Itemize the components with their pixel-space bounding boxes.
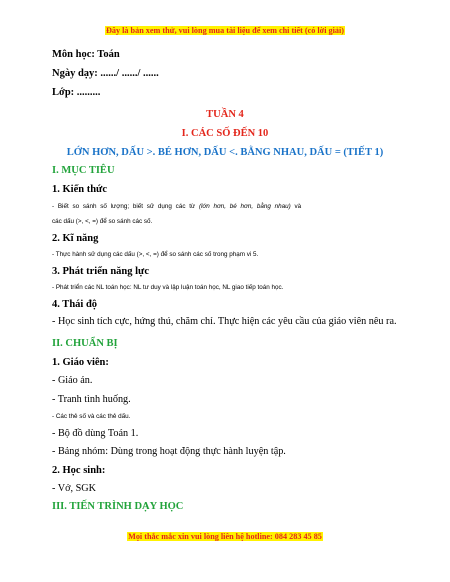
teacher-item: - Bảng nhóm: Dùng trong hoạt động thực hành luyện tập. — [52, 446, 286, 457]
student-title: 2. Học sinh: — [52, 465, 106, 476]
knowledge-title: 1. Kiến thức — [52, 184, 108, 195]
attitude-text: - Học sinh tích cực, hứng thú, chăm chỉ. Thực hiện các yêu cầu của giáo viên nêu ra. — [52, 316, 397, 327]
competence-text: - Phát triển các NL toán học: NL tư duy và lập luận toán học, NL giao tiếp toán học. — [52, 284, 284, 291]
teacher-title: 1. Giáo viên: — [52, 357, 109, 368]
hotline-banner — [0, 532, 450, 541]
knowledge-text — [52, 201, 398, 212]
document-page — [52, 48, 398, 514]
teacher-item: - Giáo án. — [52, 375, 93, 386]
week-heading: TUẦN 4 — [206, 109, 244, 120]
teacher-item: - Các thẻ số và các thẻ dấu. — [52, 413, 131, 420]
lesson-title: LỚN HƠN, DẤU >. BÉ HƠN, DẤU <. BẰNG NHAU, DẤU = (TIẾT 1) — [66, 147, 384, 158]
date-line: Ngày dạy: ....../ ....../ ...... — [52, 68, 159, 79]
preview-notice-banner — [0, 26, 450, 35]
knowledge-text-a: - Biết so sánh số lượng; biết sử dụng các từ — [52, 203, 199, 210]
class-line: Lớp: ......... — [52, 87, 101, 98]
skills-title: 2. Kĩ năng — [52, 233, 99, 244]
teacher-item: - Bộ đồ dùng Toán 1. — [52, 428, 139, 439]
subject-line: Môn học: Toán — [52, 49, 120, 60]
section-objectives-title: I. MỤC TIÊU — [52, 165, 115, 176]
preview-notice-text: Đây là bản xem thử, vui lòng mua tài liệu để xem chi tiết (có lời giải) — [105, 26, 344, 35]
hotline-text: Mọi thắc mắc xin vui lòng liên hệ hotline: 084 283 45 85 — [128, 532, 322, 541]
skills-text: - Thực hành sử dụng các dấu (>, <, =) để so sánh các số trong phạm vi 5. — [52, 251, 259, 258]
chapter-heading: I. CÁC SỐ ĐẾN 10 — [181, 128, 269, 139]
student-item: - Vở, SGK — [52, 483, 96, 494]
knowledge-text-italic: (lớn hơn, bé hơn, bằng nhau) — [198, 203, 291, 210]
attitude-title: 4. Thái độ — [52, 299, 98, 310]
knowledge-text-line2: các dấu (>, <, =) để so sánh các số. — [52, 218, 153, 225]
competence-title: 3. Phát triển năng lực — [52, 266, 150, 277]
knowledge-text-b: và — [290, 203, 302, 210]
section-process-title: III. TIẾN TRÌNH DẠY HỌC — [52, 501, 184, 512]
teacher-item: - Tranh tình huống. — [52, 394, 131, 405]
section-preparation-title: II. CHUẨN BỊ — [52, 338, 118, 349]
